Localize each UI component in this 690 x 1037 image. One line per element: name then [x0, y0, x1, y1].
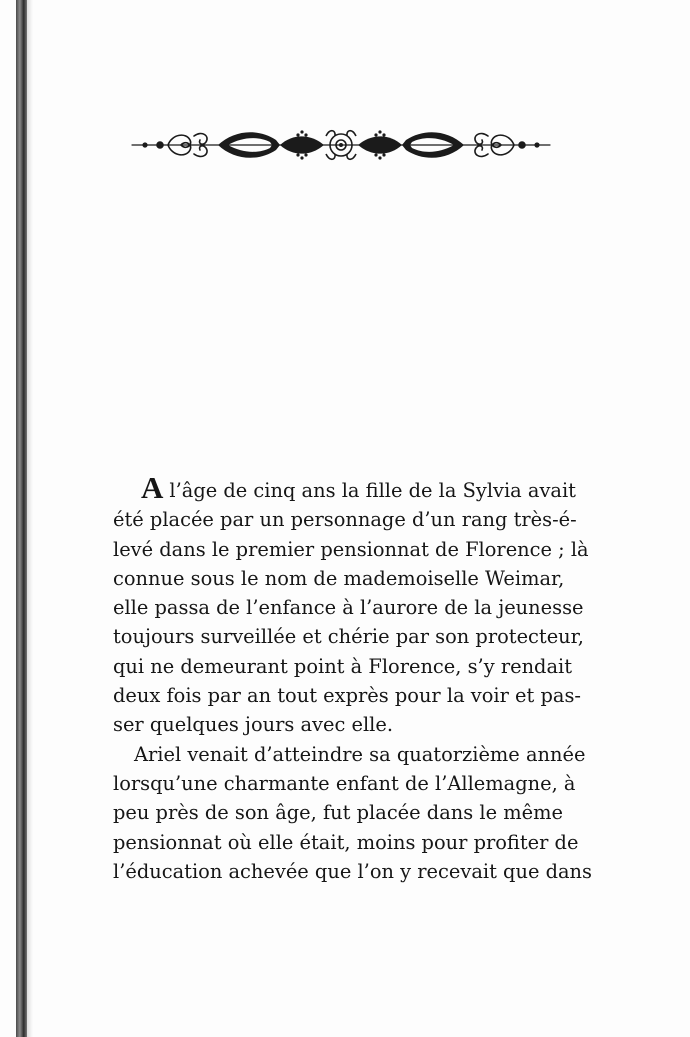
decorative-ornament-icon — [130, 122, 552, 168]
text-line: été placée par un personnage d’un rang très-é- — [113, 508, 577, 532]
text-line: elle passa de l’enfance à l’aurore de la jeunesse — [113, 596, 584, 620]
text-line: connue sous le nom de mademoiselle Weimar, — [113, 566, 565, 590]
page-binding-shadow — [27, 0, 33, 1037]
drop-cap: A — [141, 470, 164, 505]
text-line: l’éducation achevée que l’on y recevait que dans — [113, 859, 592, 883]
text-line: Ariel venait d’atteindre sa quatorzième année — [134, 742, 586, 766]
text-line: peu près de son âge, fut placée dans le même — [113, 801, 563, 825]
text-line: deux fois par an tout exprès pour la voir et pas- — [113, 684, 581, 708]
text-line — [113, 470, 576, 505]
text-line: toujours surveillée et chérie par son protecteur, — [113, 625, 584, 649]
text-line: qui ne demeurant point à Florence, s’y rendait — [113, 654, 573, 678]
body-text — [113, 470, 592, 886]
text-line: lorsqu’une charmante enfant de l’Allemagne, à — [113, 771, 576, 795]
text-line: ser quelques jours avec elle. — [113, 713, 394, 737]
text-line: pensionnat où elle était, moins pour profiter de — [113, 830, 579, 854]
page-binding-edge — [16, 0, 27, 1037]
text-line: levé dans le premier pensionnat de Florence ; là — [113, 537, 589, 561]
text-line-content: l’âge de cinq ans la fille de la Sylvia avait — [169, 479, 576, 502]
